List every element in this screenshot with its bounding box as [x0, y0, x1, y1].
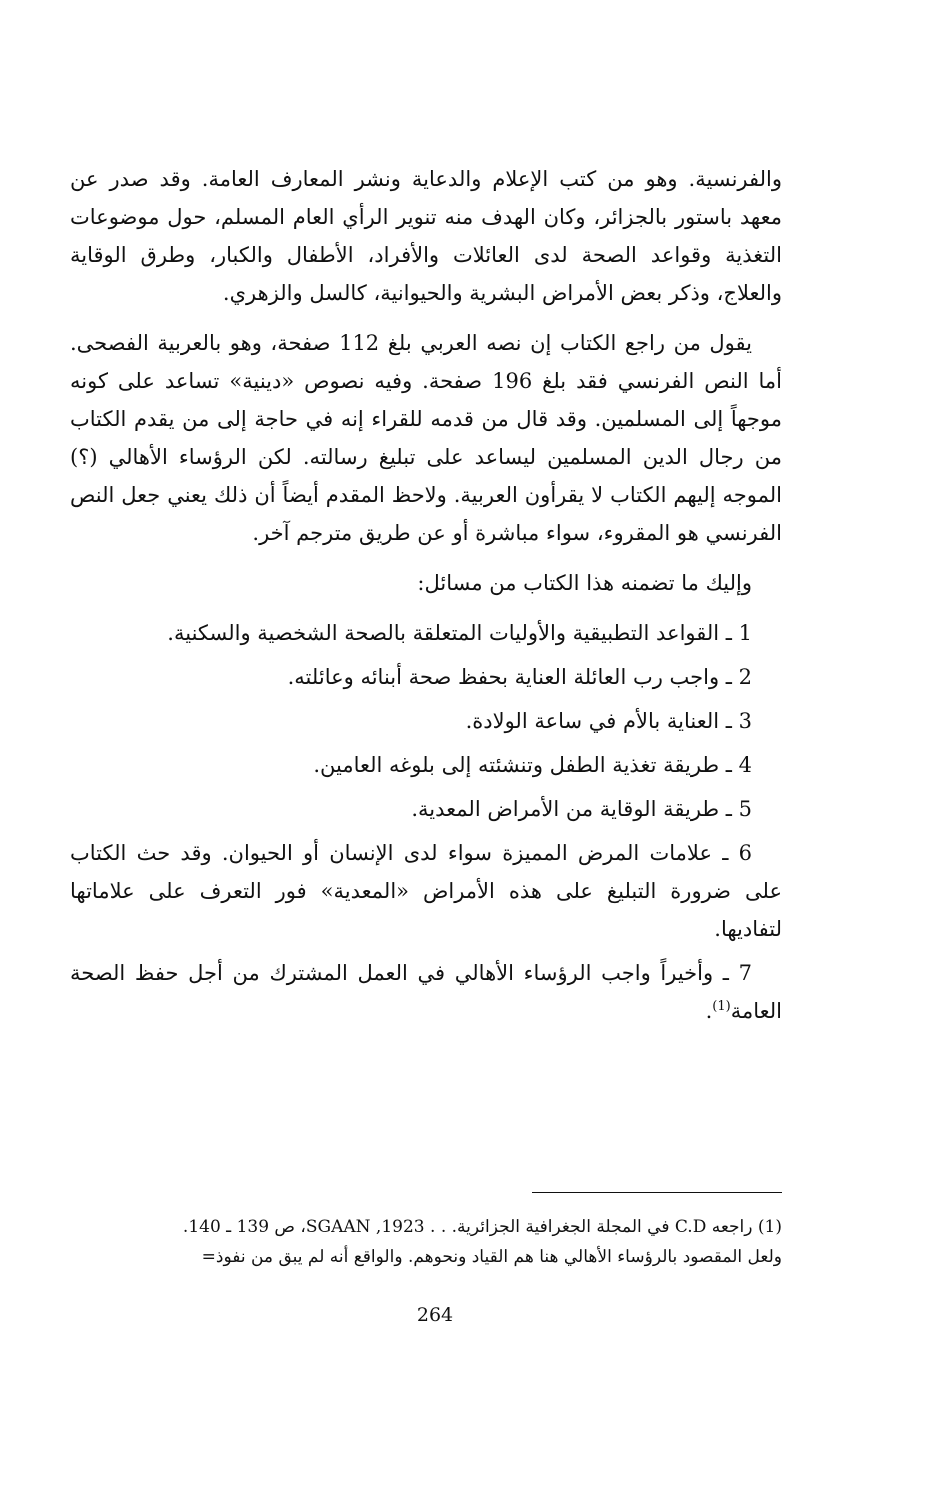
list-intro: وإليك ما تضمنه هذا الكتاب من مسائل: — [417, 571, 752, 595]
list-item-2: 2 ـ واجب رب العائلة العناية بحفظ صحة أبنائه وعائلته. — [287, 665, 752, 689]
footnote-ref[interactable]: (1) — [712, 999, 731, 1014]
list-item-7 — [70, 954, 782, 1030]
list-item-3: 3 ـ العناية بالأم في ساعة الولادة. — [465, 709, 752, 733]
footnotes — [70, 1212, 782, 1272]
list-item-5: 5 ـ طريقة الوقاية من الأمراض المعدية. — [411, 797, 752, 821]
page-number: 264 — [416, 1304, 454, 1326]
list-item-1: 1 ـ القواعد التطبيقية والأوليات المتعلقة بالصحة الشخصية والسكنية. — [167, 621, 752, 645]
footnote-line-1: (1) راجعه C.D في المجلة الجغرافية الجزائرية. . . SGAAN ,1923، ص 139 ـ 140. — [182, 1217, 782, 1237]
paragraph-1: والفرنسية. وهو من كتب الإعلام والدعاية ونشر المعارف العامة. وقد صدر عن معهد باستور بالجزائر، وكان الهدف منه تنوير الرأي العام المسلم، حول موضوعات التغذية وقواعد الصحة لدى العائلات والأفراد، الأطفال والكبار، وطرق الوقاية والعلاج، وذكر بعض الأمراض البشرية والحيوانية، كالسل والزهري. — [70, 167, 782, 305]
list-item-7-text: 7 ـ وأخيراً واجب الرؤساء الأهالي في العمل المشترك من أجل حفظ الصحة العامة — [70, 961, 782, 1023]
footnote-divider — [532, 1192, 782, 1193]
paragraph-2: يقول من راجع الكتاب إن نصه العربي بلغ 112 صفحة، وهو بالعربية الفصحى. أما النص الفرنسي فقد بلغ 196 صفحة. وفيه نصوص «دينية» تساعد على كونه موجهاً إلى المسلمين. وقد قال من قدمه للقراء إنه في حاجة إلى من يقدم الكتاب من رجال الدين المسلمين ليساعد على تبليغ رسالته. لكن الرؤساء الأهالي (؟) الموجه إليهم الكتاب لا يقرأون العربية. ولاحظ المقدم أيضاً أن ذلك يعني جعل النص الفرنسي هو المقروء، سواء مباشرة أو عن طريق مترجم آخر. — [70, 331, 782, 545]
topics-list — [70, 614, 782, 1030]
footnote-line-2: ولعل المقصود بالرؤساء الأهالي هنا هم القياد ونحوهم. والواقع أنه لم يبق من نفوذ= — [201, 1247, 782, 1267]
list-item-7-end: . — [705, 999, 713, 1023]
page-body — [70, 160, 782, 1036]
list-item-4: 4 ـ طريقة تغذية الطفل وتنشئته إلى بلوغه العامين. — [313, 753, 752, 777]
list-item-6: 6 ـ علامات المرض المميزة سواء لدى الإنسان أو الحيوان. وقد حث الكتاب على ضرورة التبليغ على هذه الأمراض «المعدية» فور التعرف على علاماتها لتفاديها. — [70, 841, 782, 941]
